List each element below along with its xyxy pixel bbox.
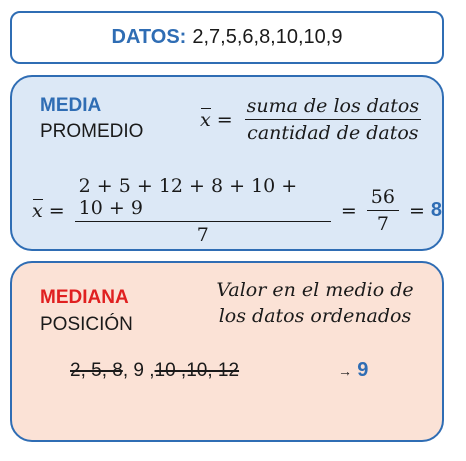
struck-lower-values: 2, 5, 8 <box>70 360 123 381</box>
struck-upper-values: 10 ,10, 12 <box>154 360 240 381</box>
median-definition-line2: los datos ordenados <box>218 305 412 327</box>
separator: , <box>122 360 129 381</box>
mean-symbol-calc: x <box>32 199 43 222</box>
mean-symbol: x <box>200 108 211 131</box>
mediana-panel <box>10 261 444 442</box>
definition-fraction <box>245 95 421 144</box>
equals-sign: = <box>340 199 357 222</box>
media-panel <box>10 75 444 251</box>
definition-denominator: cantidad de datos <box>245 119 420 144</box>
definition-numerator: suma de los datos <box>246 95 420 117</box>
media-title: MEDIA <box>40 95 102 116</box>
datos-banner <box>10 11 444 64</box>
separator: , <box>149 360 155 381</box>
media-subtitle: PROMEDIO <box>40 121 144 142</box>
sum-numerator: 2 + 5 + 12 + 8 + 10 + 10 + 9 <box>78 175 298 219</box>
datos-label: DATOS: <box>111 26 187 48</box>
median-result-group <box>338 359 368 382</box>
median-definition <box>208 277 422 329</box>
mediana-title: MEDIANA <box>40 287 129 308</box>
reduced-numerator: 56 <box>370 186 395 208</box>
arrow-icon: → <box>338 363 352 379</box>
median-definition-line1: Valor en el medio de <box>216 279 414 301</box>
equals-sign: = <box>48 199 65 222</box>
sum-denominator: 7 <box>75 221 331 246</box>
middle-value: 9 <box>128 360 150 381</box>
sum-fraction <box>77 175 329 246</box>
equals-sign: = <box>408 199 425 222</box>
mean-result: 8 <box>430 199 442 221</box>
median-result: 9 <box>357 359 369 381</box>
mean-calculation-formula <box>32 175 442 246</box>
datos-values: 2,7,5,6,8,10,10,9 <box>192 26 343 48</box>
mediana-subtitle: POSICIÓN <box>40 314 133 335</box>
equals-sign: = <box>216 108 233 131</box>
reduced-fraction <box>369 186 397 235</box>
mean-definition-formula <box>200 95 427 144</box>
ordered-data <box>70 360 239 382</box>
reduced-denominator: 7 <box>367 210 399 235</box>
